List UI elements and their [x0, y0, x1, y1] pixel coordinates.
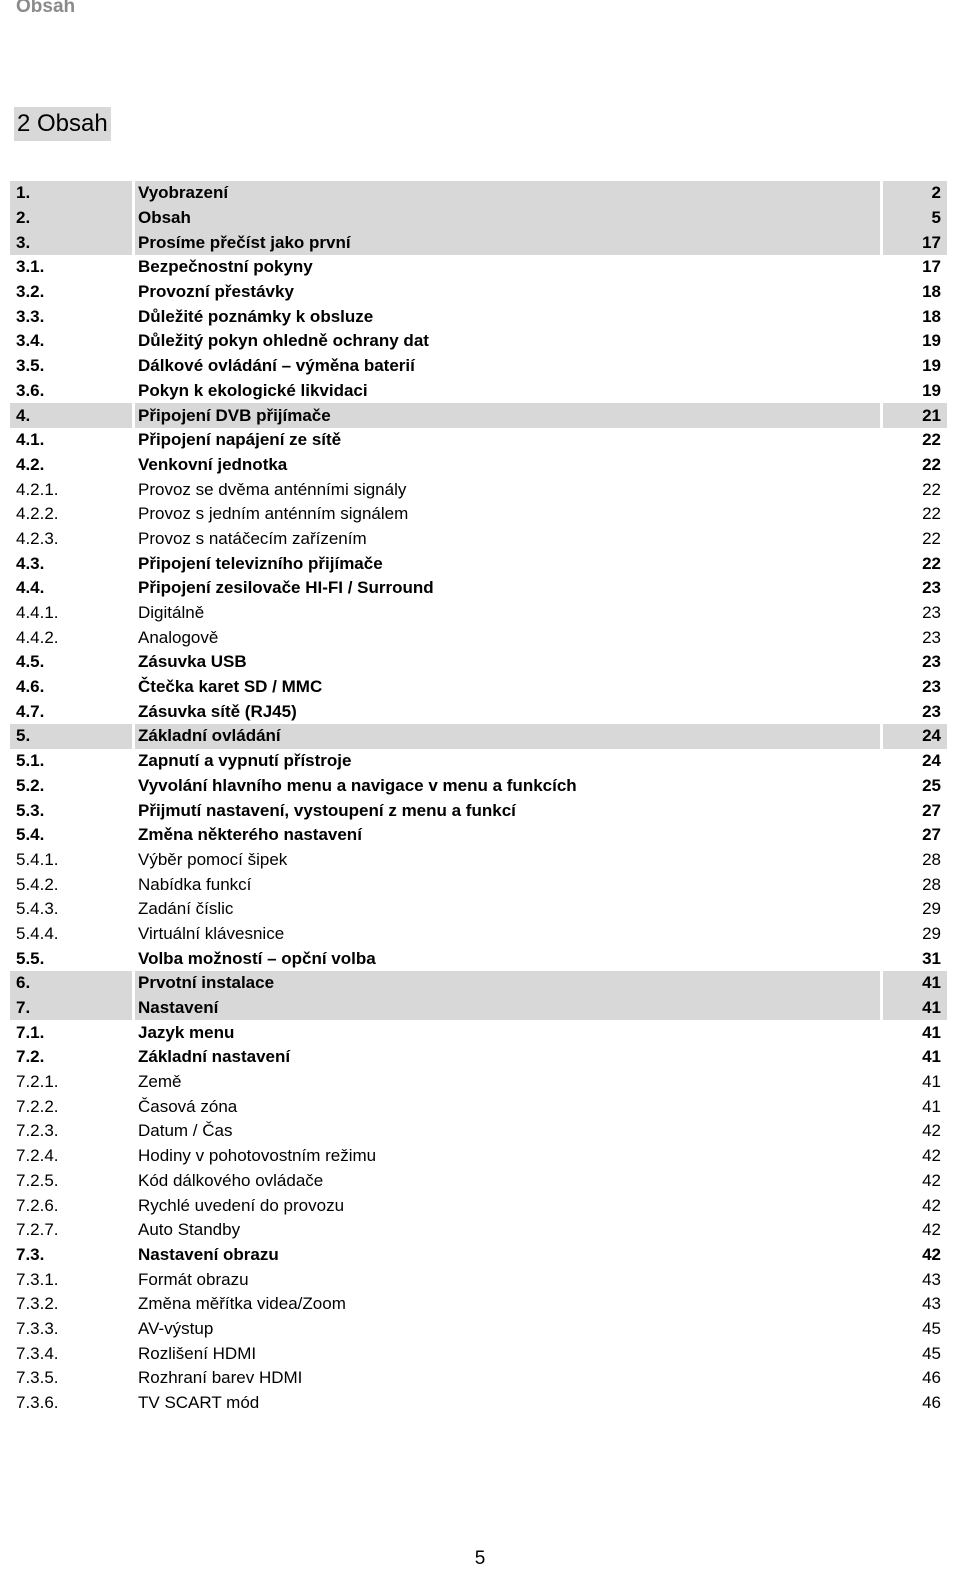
- toc-entry[interactable]: [10, 749, 947, 774]
- toc-entry-title: Rozlišení HDMI: [138, 1343, 257, 1363]
- toc-entry-page: 22: [922, 454, 941, 474]
- page-number: 5: [474, 1548, 486, 1569]
- toc-entry-title: Časová zóna: [138, 1096, 238, 1116]
- toc-entry[interactable]: [10, 403, 947, 428]
- toc-entry-number: 7.2.4.: [16, 1146, 59, 1166]
- toc-entry-number: 3.3.: [16, 306, 45, 326]
- toc-entry[interactable]: [10, 453, 947, 478]
- toc-entry-page: 22: [922, 479, 941, 499]
- toc-entry-title: Připojení napájení ze sítě: [138, 430, 342, 450]
- toc-entry-title: Virtuální klávesnice: [138, 923, 285, 943]
- toc-entry-page: 43: [922, 1294, 941, 1314]
- toc-entry-title: Zadání číslic: [138, 899, 234, 919]
- toc-entry-number: 7.3.3.: [16, 1318, 59, 1338]
- toc-entry[interactable]: [10, 650, 947, 675]
- toc-entry-number: 3.4.: [16, 331, 45, 351]
- toc-entry-page: 42: [922, 1170, 941, 1190]
- toc-entry-page: 41: [883, 996, 947, 1021]
- toc-entry[interactable]: [10, 379, 947, 404]
- toc-entry-page: 22: [922, 430, 941, 450]
- toc-entry-title: Volba možností – opční volba: [138, 948, 376, 968]
- toc-entry-title: Připojení televizního přijímače: [138, 553, 383, 573]
- toc-entry-title: TV SCART mód: [138, 1393, 260, 1413]
- toc-entry-number: 2.: [10, 206, 132, 231]
- toc-entry-number: 4.4.: [16, 578, 45, 598]
- toc-entry-page: 42: [922, 1121, 941, 1141]
- toc-entry-title: Země: [138, 1072, 182, 1092]
- toc-entry-number: 4.2.: [16, 454, 45, 474]
- toc-entry[interactable]: [10, 774, 947, 799]
- toc-entry-number: 7.2.3.: [16, 1121, 59, 1141]
- toc-entry-title: Nastavení obrazu: [138, 1244, 279, 1264]
- toc-entry[interactable]: [10, 724, 947, 749]
- toc-entry-page: 42: [922, 1146, 941, 1166]
- toc-entry[interactable]: [10, 1391, 947, 1416]
- toc-entry-number: 4.4.1.: [16, 603, 59, 623]
- toc-entry-page: 41: [883, 971, 947, 996]
- toc-entry-title: Důležité poznámky k obsluze: [138, 306, 374, 326]
- toc-entry-title: Připojení DVB přijímače: [135, 403, 880, 428]
- toc-entry[interactable]: [10, 255, 947, 280]
- toc-entry[interactable]: [10, 675, 947, 700]
- toc-entry-page: 41: [922, 1096, 941, 1116]
- toc-entry-number: 5.3.: [16, 800, 45, 820]
- toc-entry[interactable]: [10, 1119, 947, 1144]
- toc-entry[interactable]: [10, 601, 947, 626]
- toc-entry-page: 23: [922, 603, 941, 623]
- toc-entry[interactable]: [10, 502, 947, 527]
- toc-entry-number: 3.5.: [16, 356, 45, 376]
- toc-entry-page: 19: [922, 356, 941, 376]
- toc-entry-page: 22: [922, 504, 941, 524]
- toc-entry-title: Výběr pomocí šipek: [138, 849, 288, 869]
- toc-entry-title: Provozní přestávky: [138, 282, 294, 302]
- toc-entry-number: 7.3.1.: [16, 1269, 59, 1289]
- toc-entry[interactable]: [10, 527, 947, 552]
- table-of-contents: [10, 181, 947, 1415]
- toc-entry-number: 5.4.4.: [16, 923, 59, 943]
- toc-entry-title: Prvotní instalace: [135, 971, 880, 996]
- toc-entry-page: 45: [922, 1343, 941, 1363]
- toc-entry[interactable]: [10, 1144, 947, 1169]
- toc-entry-title: Rozhraní barev HDMI: [138, 1368, 303, 1388]
- toc-entry-title: Venkovní jednotka: [138, 454, 288, 474]
- toc-entry[interactable]: [10, 181, 947, 206]
- toc-entry-page: 18: [922, 282, 941, 302]
- running-header: Obsah: [16, 0, 76, 17]
- toc-entry-number: 3.2.: [16, 282, 45, 302]
- toc-entry-number: 5.: [10, 724, 132, 749]
- toc-entry-number: 3.: [10, 230, 132, 255]
- toc-entry-number: 7.3.6.: [16, 1393, 59, 1413]
- toc-entry-number: 7.2.: [16, 1047, 45, 1067]
- toc-entry[interactable]: [10, 823, 947, 848]
- toc-entry-page: 41: [922, 1022, 941, 1042]
- toc-entry[interactable]: [10, 1267, 947, 1292]
- toc-entry-title: Bezpečnostní pokyny: [138, 257, 313, 277]
- toc-entry-page: 22: [922, 528, 941, 548]
- toc-entry-title: Zapnutí a vypnutí přístroje: [138, 751, 352, 771]
- toc-entry[interactable]: [10, 946, 947, 971]
- toc-entry-title: Přijmutí nastavení, vystoupení z menu a funkcí: [138, 800, 516, 820]
- toc-entry-number: 7.2.1.: [16, 1072, 59, 1092]
- toc-entry[interactable]: [10, 1243, 947, 1268]
- toc-entry[interactable]: [10, 1292, 947, 1317]
- toc-entry-title: Obsah: [135, 206, 880, 231]
- toc-entry-title: Důležitý pokyn ohledně ochrany dat: [138, 331, 429, 351]
- toc-entry-number: 7.: [10, 996, 132, 1021]
- toc-entry[interactable]: [10, 1094, 947, 1119]
- toc-entry[interactable]: [10, 329, 947, 354]
- toc-entry-title: Kód dálkového ovládače: [138, 1170, 324, 1190]
- toc-entry[interactable]: [10, 230, 947, 255]
- toc-entry-number: 4.: [10, 403, 132, 428]
- toc-entry-number: 7.2.6.: [16, 1195, 59, 1215]
- toc-entry[interactable]: [10, 848, 947, 873]
- toc-entry-number: 4.1.: [16, 430, 45, 450]
- toc-entry-title: Vyvolání hlavního menu a navigace v menu a funkcích: [138, 775, 577, 795]
- toc-entry-page: 23: [922, 578, 941, 598]
- toc-entry-page: 23: [922, 701, 941, 721]
- toc-entry-page: 45: [922, 1318, 941, 1338]
- toc-entry-number: 7.3.5.: [16, 1368, 59, 1388]
- toc-entry-page: 24: [922, 751, 941, 771]
- toc-entry-number: 5.4.3.: [16, 899, 59, 919]
- toc-entry-page: 24: [883, 724, 947, 749]
- toc-entry-number: 4.7.: [16, 701, 45, 721]
- toc-entry[interactable]: [10, 798, 947, 823]
- toc-entry-number: 4.4.2.: [16, 627, 59, 647]
- toc-entry-number: 4.3.: [16, 553, 45, 573]
- toc-entry-title: Provoz s natáčecím zařízením: [138, 528, 367, 548]
- toc-entry-title: Nastavení: [135, 996, 880, 1021]
- toc-entry-page: 42: [922, 1195, 941, 1215]
- toc-entry-page: 5: [883, 206, 947, 231]
- toc-entry-page: 41: [922, 1047, 941, 1067]
- toc-entry-number: 5.4.1.: [16, 849, 59, 869]
- toc-entry[interactable]: [10, 996, 947, 1021]
- toc-entry-number: 4.5.: [16, 652, 45, 672]
- toc-entry-title: Jazyk menu: [138, 1022, 235, 1042]
- toc-entry-page: 29: [922, 923, 941, 943]
- toc-entry-title: Vyobrazení: [135, 181, 880, 206]
- toc-entry-title: Změna měřítka videa/Zoom: [138, 1294, 346, 1314]
- toc-entry[interactable]: [10, 971, 947, 996]
- toc-entry-number: 5.5.: [16, 948, 45, 968]
- toc-entry[interactable]: [10, 354, 947, 379]
- toc-entry-number: 6.: [10, 971, 132, 996]
- toc-entry-page: 41: [922, 1072, 941, 1092]
- toc-entry[interactable]: [10, 1317, 947, 1342]
- toc-entry-title: Nabídka funkcí: [138, 874, 252, 894]
- toc-entry[interactable]: [10, 1020, 947, 1045]
- toc-entry-title: Pokyn k ekologické likvidaci: [138, 380, 368, 400]
- toc-entry[interactable]: [10, 1366, 947, 1391]
- toc-entry-title: Základní nastavení: [138, 1047, 291, 1067]
- toc-entry-title: Změna některého nastavení: [138, 825, 362, 845]
- toc-entry[interactable]: [10, 699, 947, 724]
- toc-entry[interactable]: [10, 625, 947, 650]
- toc-entry-title: Formát obrazu: [138, 1269, 249, 1289]
- toc-entry-title: Datum / Čas: [138, 1121, 233, 1141]
- toc-entry-title: Čtečka karet SD / MMC: [138, 677, 323, 697]
- toc-entry-page: 18: [922, 306, 941, 326]
- toc-entry-title: Provoz s jedním anténním signálem: [138, 504, 409, 524]
- toc-entry[interactable]: [10, 1045, 947, 1070]
- toc-entry-page: 46: [922, 1368, 941, 1388]
- toc-entry-page: 42: [922, 1220, 941, 1240]
- toc-entry-title: Auto Standby: [138, 1220, 241, 1240]
- toc-entry-page: 23: [922, 627, 941, 647]
- toc-entry-page: 25: [922, 775, 941, 795]
- toc-entry-number: 7.3.4.: [16, 1343, 59, 1363]
- toc-entry[interactable]: [10, 477, 947, 502]
- toc-entry-page: 27: [922, 800, 941, 820]
- toc-entry-title: Hodiny v pohotovostním režimu: [138, 1146, 377, 1166]
- toc-entry-page: 19: [922, 331, 941, 351]
- toc-entry[interactable]: [10, 304, 947, 329]
- toc-entry-page: 31: [922, 948, 941, 968]
- toc-entry[interactable]: [10, 280, 947, 305]
- toc-entry[interactable]: [10, 872, 947, 897]
- toc-entry-number: 4.2.2.: [16, 504, 59, 524]
- toc-entry[interactable]: [10, 1070, 947, 1095]
- toc-entry-number: 5.4.2.: [16, 874, 59, 894]
- toc-entry-number: 5.4.: [16, 825, 45, 845]
- toc-entry-number: 5.2.: [16, 775, 45, 795]
- toc-entry[interactable]: [10, 1169, 947, 1194]
- toc-entry-title: AV-výstup: [138, 1318, 214, 1338]
- toc-entry-page: 17: [883, 230, 947, 255]
- toc-entry-title: Prosíme přečíst jako první: [135, 230, 880, 255]
- toc-entry-page: 19: [922, 380, 941, 400]
- toc-entry-number: 7.2.7.: [16, 1220, 59, 1240]
- toc-entry-title: Rychlé uvedení do provozu: [138, 1195, 345, 1215]
- toc-entry-page: 42: [922, 1244, 941, 1264]
- toc-entry-number: 7.3.: [16, 1244, 45, 1264]
- toc-entry-number: 4.2.1.: [16, 479, 59, 499]
- toc-entry-number: 5.1.: [16, 751, 45, 771]
- toc-entry-number: 1.: [10, 181, 132, 206]
- toc-entry-number: 3.1.: [16, 257, 45, 277]
- toc-entry-page: 28: [922, 874, 941, 894]
- toc-entry[interactable]: [10, 922, 947, 947]
- toc-entry-title: Provoz se dvěma anténními signály: [138, 479, 407, 499]
- toc-entry-title: Zásuvka USB: [138, 652, 247, 672]
- toc-entry-page: 28: [922, 849, 941, 869]
- toc-entry[interactable]: [10, 576, 947, 601]
- toc-entry-page: 29: [922, 899, 941, 919]
- toc-entry[interactable]: [10, 551, 947, 576]
- toc-entry-number: 3.6.: [16, 380, 45, 400]
- toc-entry-page: 22: [922, 553, 941, 573]
- toc-entry-page: 2: [883, 181, 947, 206]
- toc-entry[interactable]: [10, 1341, 947, 1366]
- toc-entry-number: 7.2.5.: [16, 1170, 59, 1190]
- toc-entry-number: 4.2.3.: [16, 528, 59, 548]
- toc-entry-page: 23: [922, 677, 941, 697]
- toc-entry[interactable]: [10, 897, 947, 922]
- toc-entry-number: 7.1.: [16, 1022, 45, 1042]
- toc-entry-page: 21: [883, 403, 947, 428]
- toc-entry-title: Digitálně: [138, 603, 205, 623]
- toc-entry-number: 7.3.2.: [16, 1294, 59, 1314]
- toc-entry[interactable]: [10, 1218, 947, 1243]
- toc-entry-title: Dálkové ovládání – výměna baterií: [138, 356, 415, 376]
- toc-entry-page: 27: [922, 825, 941, 845]
- toc-entry-title: Analogově: [138, 627, 219, 647]
- toc-entry-number: 7.2.2.: [16, 1096, 59, 1116]
- toc-entry-number: 4.6.: [16, 677, 45, 697]
- toc-entry-title: Základní ovládání: [135, 724, 880, 749]
- toc-entry-title: Zásuvka sítě (RJ45): [138, 701, 297, 721]
- toc-entry[interactable]: [10, 428, 947, 453]
- toc-entry-page: 46: [922, 1393, 941, 1413]
- toc-entry-page: 23: [922, 652, 941, 672]
- toc-entry[interactable]: [10, 206, 947, 231]
- toc-entry[interactable]: [10, 1193, 947, 1218]
- toc-entry-page: 43: [922, 1269, 941, 1289]
- toc-entry-title: Připojení zesilovače HI-FI / Surround: [138, 578, 434, 598]
- section-title: 2 Obsah: [14, 107, 111, 141]
- toc-entry-page: 17: [922, 257, 941, 277]
